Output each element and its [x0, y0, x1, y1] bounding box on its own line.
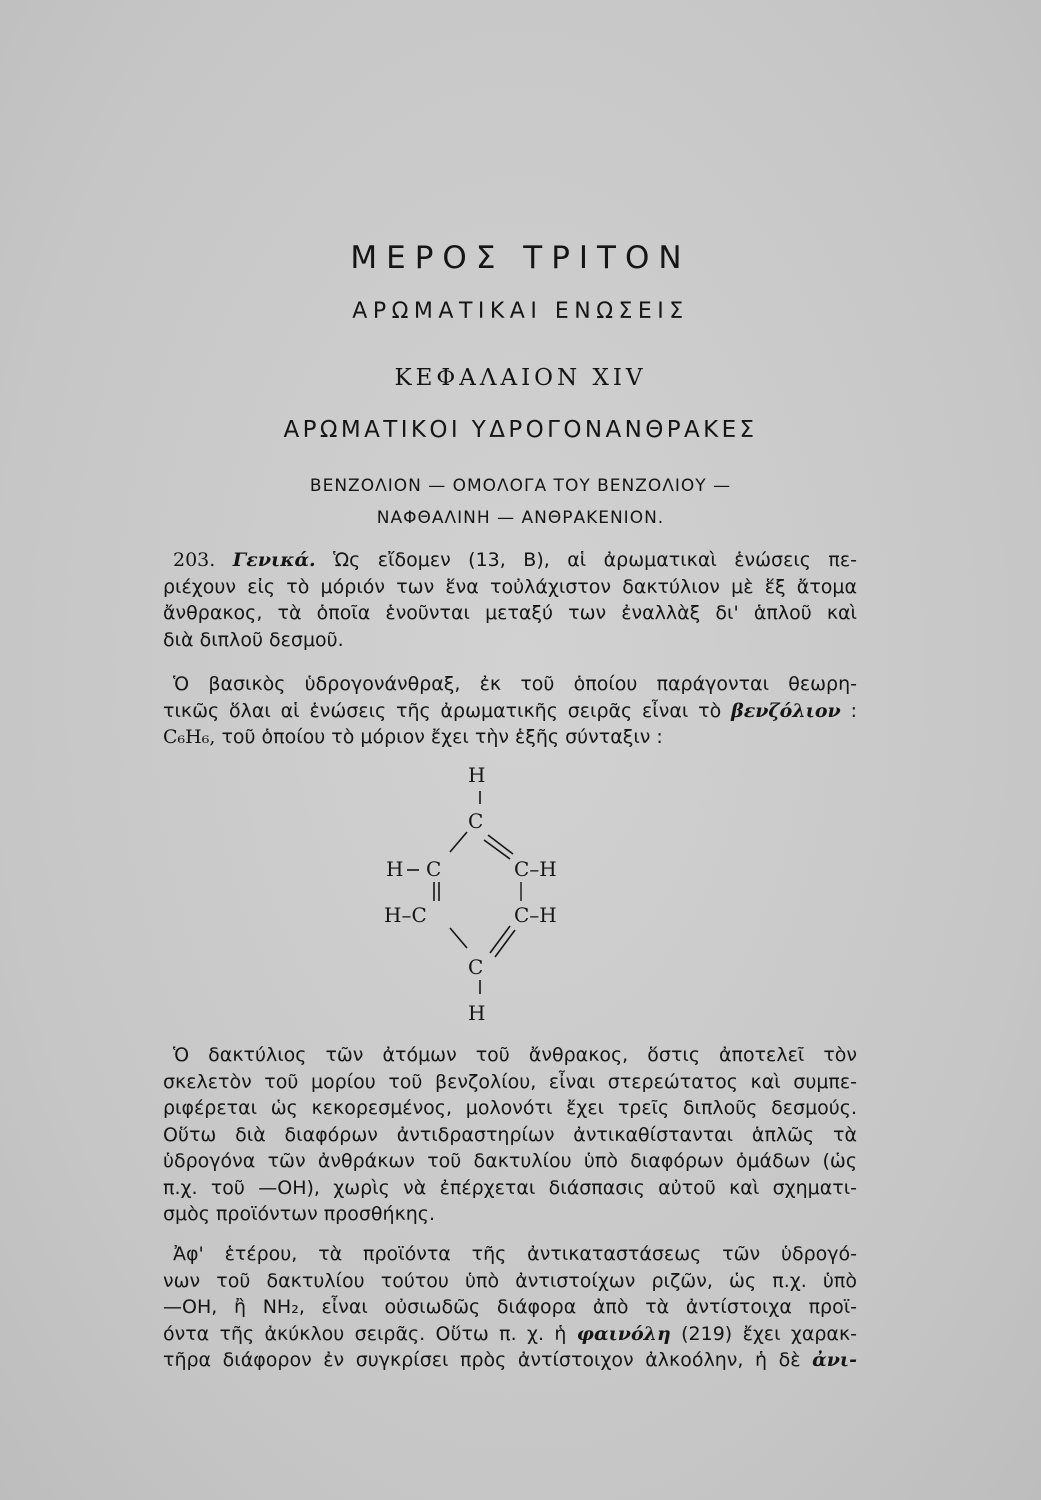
text-line: [163, 724, 857, 751]
text-span: όντα τῆς ἀκύκλου σειρᾶς. Οὕτω π. χ. ἡ: [163, 1322, 567, 1345]
text-line: Ὁ βασικὸς ὑδρογονάνθραξ, ἐκ τοῦ ὁποίου παράγονται θεωρη-: [173, 673, 857, 695]
paragraph-benzene-intro: [163, 671, 857, 751]
text-line: ὑδρογόνα τῶν ἀνθράκων τοῦ δακτυλίου ὑπὸ διαφόρων ὁμάδων (ὡς: [163, 1150, 857, 1172]
atom-hc-left-lower: H–C: [384, 903, 427, 927]
chapter-title: ΑΡΩΜΑΤΙΚΟΙ ΥΔΡΟΓΟΝΑΝΘΡΑΚΕΣ: [283, 417, 758, 443]
text-line: —OH, ἢ NH₂, εἶναι οὐσιωδῶς διάφορα ἀπὸ τὰ ἀντίστοιχα προϊ-: [163, 1296, 857, 1318]
text-line: [163, 1347, 857, 1374]
emphasis-phenol: φαινόλη: [576, 1322, 671, 1345]
chapter-number: ΚΕΦΑΛΑΙΟΝ XIV: [394, 365, 647, 391]
text-line: π.χ. τοῦ —OH), χωρὶς νὰ ἐπέρχεται διάσπασις αὐτοῦ καὶ σχηματι-: [163, 1176, 857, 1199]
text-line: Ἀφ' ἑτέρου, τὰ προϊόντα τῆς ἀντικαταστάσεως τῶν ὑδρογό-: [173, 1243, 857, 1265]
text-line: διὰ διπλοῦ δεσμοῦ.: [163, 628, 344, 651]
text-span: τοῦ ὁποίου τὸ μόριον ἔχει τὴν ἑξῆς σύνταξιν :: [221, 726, 663, 748]
benzene-structure-diagram: [370, 758, 590, 1028]
chapter-topics-line-1: ΒΕΝΖΟΛΙΟΝ — ΟΜΟΛΟΓΑ ΤΟΥ ΒΕΝΖΟΛΙΟΥ —: [309, 476, 732, 496]
text-span: τικῶς ὅλαι αἱ ἑνώσεις τῆς ἀρωματικῆς σειρᾶς εἶναι τὸ: [163, 699, 722, 722]
benzene-formula: C₆H₆,: [163, 726, 216, 748]
text-line: [163, 547, 857, 574]
chapter-topics-line-2: ΝΑΦΘΑΛΙΝΗ — ΑΝΘΡΑΚΕΝΙΟΝ.: [376, 508, 665, 528]
emphasis-benzene: βενζόλιον: [731, 699, 841, 722]
paragraph-substitution-products: [163, 1241, 857, 1374]
part-title: ΜΕΡΟΣ ΤΡΙΤΟΝ: [350, 240, 691, 276]
text-line: [163, 698, 857, 725]
text-span: :: [850, 699, 857, 722]
atom-h-top: H: [468, 763, 486, 787]
text-line: σμὸς προϊόντων προσθήκης.: [163, 1203, 436, 1225]
text-line: νων τοῦ δακτυλίου τούτου ὑπὸ ἀντιστοίχων ριζῶν, ὡς π.χ. ὑπὸ: [163, 1269, 857, 1292]
text-line: ριφέρεται ὡς κεκορεσμένος, μολονότι ἔχει τρεῖς διπλοῦς δεσμούς.: [163, 1097, 857, 1119]
bond-single: [450, 928, 467, 948]
text-line: Ὁ δακτύλιος τῶν ἀτόμων τοῦ ἄνθρακος, ὅστις ἀποτελεῖ τὸν: [173, 1044, 857, 1066]
text-line: [163, 1321, 857, 1348]
text-line: ἄνθρακος, τὰ ὁποῖα ἑνοῦνται μεταξύ των ἐναλλὰξ δι' ἁπλοῦ καὶ: [163, 602, 857, 624]
section-heading: Γενικά.: [232, 549, 316, 571]
text-span: Ὡς εἴδομεν (13, Β), αἱ ἀρωματικαὶ ἑνώσεις πε-: [333, 549, 857, 571]
text-line: ριέχουν εἰς τὸ μόριόν των ἕνα τοὐλάχιστον δακτύλιον μὲ ἕξ ἄτομα: [163, 575, 857, 598]
text-line: σκελετὸν τοῦ μορίου τοῦ βενζολίου, εἶναι στερεώτατος καὶ συμπε-: [163, 1070, 857, 1093]
part-subtitle: ΑΡΩΜΑΤΙΚΑΙ ΕΝΩΣΕΙΣ: [352, 299, 689, 324]
atom-c-right-upper: C–H: [514, 857, 557, 881]
atom-c-left-upper: C: [426, 857, 442, 881]
text-span: (219) ἔχει χαρακ-: [681, 1322, 857, 1345]
emphasis-word: ἀνι-: [812, 1349, 857, 1371]
paragraph-ring-stability: [163, 1042, 857, 1228]
bond-single: [450, 832, 467, 852]
section-number: 203.: [173, 549, 216, 571]
atom-c-top: C: [468, 809, 484, 833]
paragraph-general: [163, 547, 857, 653]
atom-h-bottom: H: [468, 1001, 486, 1025]
atom-c-right-lower: C–H: [514, 903, 557, 927]
text-line: Οὕτω διὰ διαφόρων ἀντιδραστηρίων ἀντικαθίστανται ἁπλῶς τὰ: [163, 1123, 857, 1146]
text-span: τῆρα διάφορον ἐν συγκρίσει πρὸς ἀντίστοιχον ἀλκοόλην, ἡ δὲ: [163, 1349, 801, 1371]
atom-c-bottom: C: [468, 955, 484, 979]
atom-h-left-upper: H: [386, 857, 404, 881]
